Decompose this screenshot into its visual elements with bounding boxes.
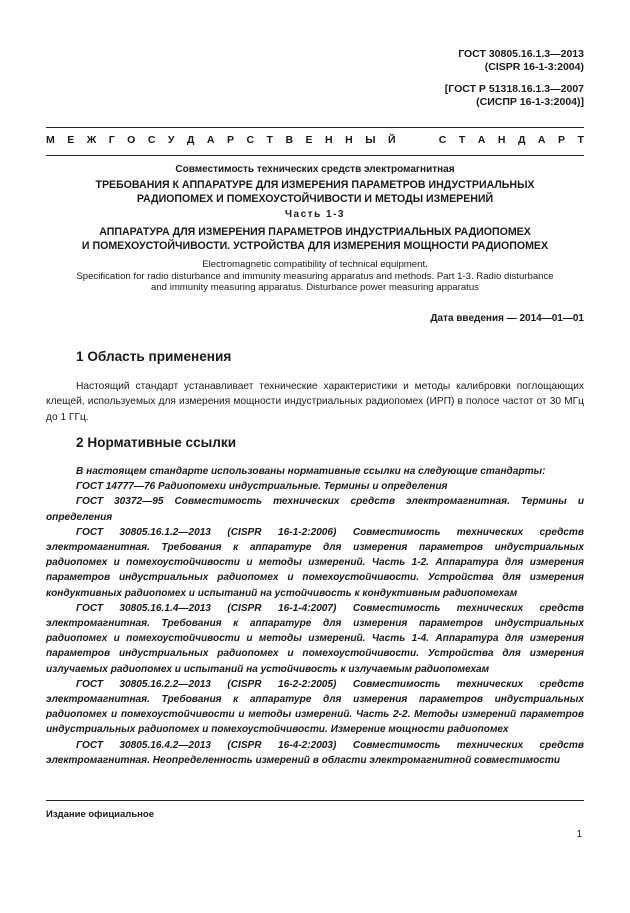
interstate-standard-banner	[46, 134, 584, 146]
banner-letter: О	[127, 134, 136, 146]
reference-item: ГОСТ 30805.16.1.4—2013 (CISPR 16-1-4:2007) Совместимость технических средств электромагнитная. Требования к аппаратуре для измерения параметров индустриальных радиопомех и помехоустойчивости и методы измерений. Часть 1-4. Аппаратура для измерения параметров индустриальных радиопомех и помехоустойчивости. Устройства для измерения излучаемых радиопомех и испытаний на устойчивость к излучаемым радиопомехам	[46, 602, 584, 675]
alt-standard-code: [ГОСТ Р 51318.16.1.3—2007	[444, 83, 584, 95]
introduction-date: Дата введения — 2014—01—01	[430, 313, 584, 324]
section-heading-scope: 1 Область применения	[76, 349, 232, 364]
banner-letter: В	[285, 134, 294, 146]
banner-letter: У	[167, 134, 175, 146]
reference-item: ГОСТ 14777—76 Радиопомехи индустриальные. Термины и определения	[76, 481, 448, 493]
banner-top-rule	[46, 127, 584, 128]
scope-paragraph: Настоящий стандарт устанавливает технические характеристики и методы калибровки поглощающих клещей, используемых для измерения мощности индустриальных радиопомех (ИРП) в полосе частот от 30 МГц до 1 ГГц.	[46, 381, 584, 423]
english-title-line1: Electromagnetic compatibility of technical equipment.	[202, 259, 428, 270]
banner-letter: Ы	[365, 134, 376, 146]
banner-letter: Й	[387, 134, 396, 146]
banner-letter	[408, 134, 411, 146]
footer-rule	[46, 800, 584, 801]
reference-item: ГОСТ 30805.16.1.2—2013 (CISPR 16-1-2:2006) Совместимость технических средств электромагнитная. Требования к аппаратуре для измерения параметров индустриальных радиопомех и помехоустойчивости и методы измерений. Часть 1-2. Аппаратура для измерения параметров индустриальных радиопомех и помехоустойчивости. Устройства для измерения кондуктивных радиопомех и испытаний на устойчивость к кондуктивным радиопомехам	[46, 526, 584, 599]
banner-letter: С	[246, 134, 255, 146]
reference-item: ГОСТ 30805.16.4.2—2013 (CISPR 16-4-2:2003) Совместимость технических средств электромагнитная. Неопределенность измерений в области электромагнитной совместимости	[46, 739, 584, 766]
english-title-line3: and immunity measuring apparatus. Disturbance power measuring apparatus	[151, 282, 479, 293]
banner-letter: Е	[305, 134, 313, 146]
banner-letter: Т	[577, 134, 584, 146]
banner-bottom-rule	[46, 155, 584, 156]
banner-letter: С	[147, 134, 156, 146]
title-part: Часть 1-3	[285, 209, 345, 220]
alt-standard-code-block	[445, 83, 584, 109]
banner-letter: Д	[186, 134, 195, 146]
title-main-line2: РАДИОПОМЕХ И ПОМЕХОУСТОЙЧИВОСТИ И МЕТОДЫ ИЗМЕРЕНИЙ	[136, 192, 494, 205]
banner-letter	[423, 134, 426, 146]
references-intro: В настоящем стандарте использованы нормативные ссылки на следующие стандарты:	[76, 466, 546, 477]
banner-letter: А	[537, 134, 546, 146]
english-title-line2: Specification for radio disturbance and immunity measuring apparatus and methods. Part 1-3. Radio disturbance	[76, 270, 554, 282]
title-main-line1: ТРЕБОВАНИЯ К АППАРАТУРЕ ДЛЯ ИЗМЕРЕНИЯ ПАРАМЕТРОВ ИНДУСТРИАЛЬНЫХ	[95, 179, 535, 191]
title-main	[46, 179, 584, 206]
banner-letter: Р	[557, 134, 565, 146]
banner-letter: Ж	[86, 134, 97, 146]
alt-standard-code-cispr: (СИСПР 16-1-3:2004)]	[476, 96, 584, 108]
section-heading-references: 2 Нормативные ссылки	[76, 435, 237, 450]
banner-letter: С	[438, 134, 447, 146]
reference-item: ГОСТ 30805.16.2.2—2013 (CISPR 16-2-2:2005) Совместимость технических средств электромагнитная. Требования к аппаратуре для измерения параметров индустриальных радиопомех и помехоустойчивости и методы измерений. Часть 2-2. Методы измерений параметров индустриальных радиопомех и помехоустойчивости. Измерение мощности радиопомех	[46, 678, 584, 736]
title-part-line1: АППАРАТУРА ДЛЯ ИЗМЕРЕНИЯ ПАРАМЕТРОВ ИНДУСТРИАЛЬНЫХ РАДИОПОМЕХ	[99, 226, 531, 238]
reference-item: ГОСТ 30372—95 Совместимость технических средств электромагнитная. Термины и определения	[46, 496, 584, 523]
english-title	[46, 259, 584, 294]
banner-letter: Р	[226, 134, 234, 146]
standard-code: ГОСТ 30805.16.1.3—2013	[458, 48, 584, 60]
banner-letter: М	[46, 134, 55, 146]
page-number: 1	[576, 829, 582, 840]
title-subject: Совместимость технических средств электромагнитная	[175, 164, 455, 175]
official-edition-label: Издание официальное	[46, 809, 154, 820]
title-part-name	[46, 225, 584, 253]
banner-letter: Г	[108, 134, 115, 146]
standard-code-block	[458, 48, 584, 74]
banner-letter: Т	[266, 134, 273, 146]
title-part-line2: И ПОМЕХОУСТОЙЧИВОСТИ. УСТРОЙСТВА ДЛЯ ИЗМЕРЕНИЯ МОЩНОСТИ РАДИОПОМЕХ	[81, 240, 549, 252]
banner-letter: Е	[67, 134, 75, 146]
banner-letter: Н	[345, 134, 353, 146]
banner-letter: А	[206, 134, 215, 146]
references-list	[46, 464, 584, 768]
banner-letter: А	[477, 134, 486, 146]
banner-letter: Н	[325, 134, 333, 146]
banner-letter: Д	[517, 134, 526, 146]
standard-code-cispr: (CISPR 16-1-3:2004)	[484, 61, 584, 73]
banner-letter: Т	[458, 134, 466, 146]
banner-letter: Н	[497, 134, 506, 146]
